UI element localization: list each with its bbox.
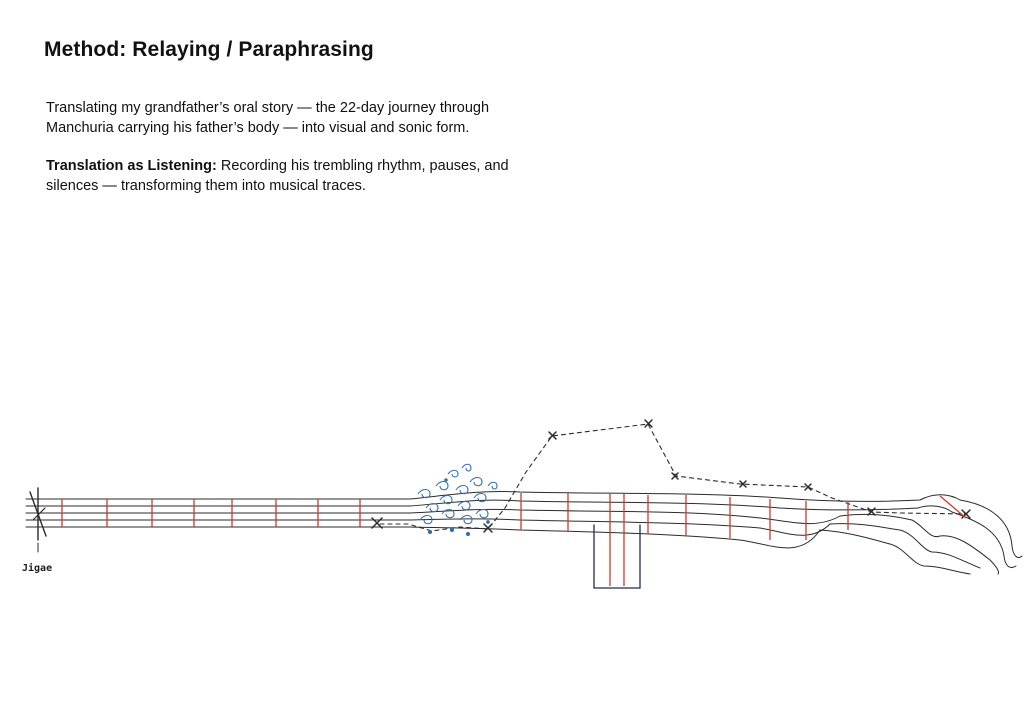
vertical-block <box>594 525 640 588</box>
listening-text: Recording his trembling rhythm, pauses, and silences — transforming them into musical traces. <box>46 158 509 194</box>
listening-label: Translation as Listening: <box>46 158 217 174</box>
red-bar-lines <box>62 493 966 586</box>
intro-paragraph: Translating my grandfather’s oral story — the 22-day journey through Manchuria carrying his father’s body — into visual and sonic form. <box>46 100 490 136</box>
signature: Jigae <box>22 563 53 574</box>
staff-straight <box>26 499 410 527</box>
staff-wavy <box>410 492 1022 574</box>
page-title: Method: Relaying / Paraphrasing <box>44 38 374 61</box>
